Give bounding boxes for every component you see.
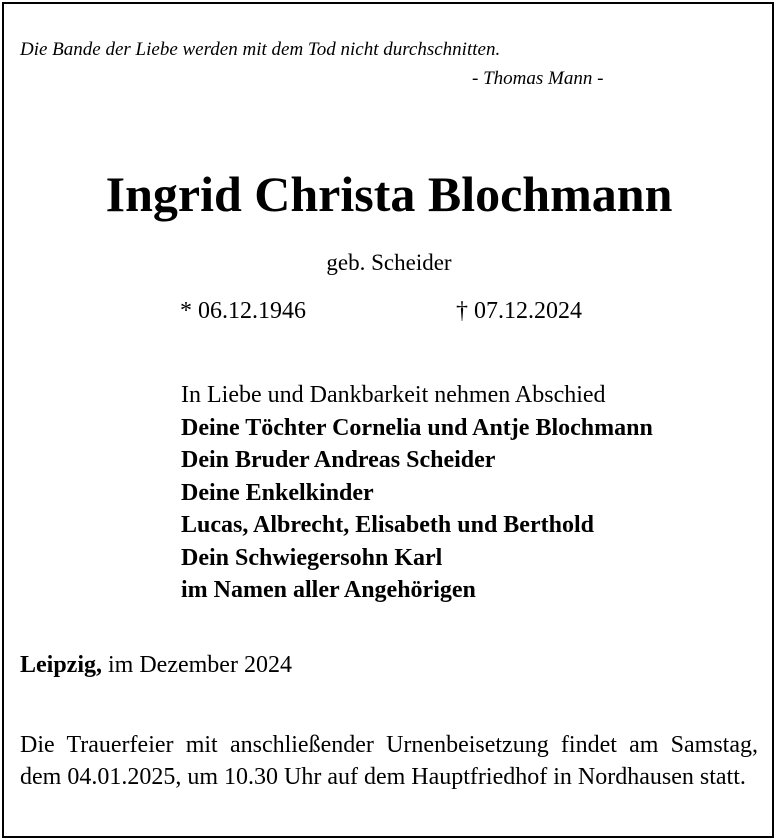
mourner-line: Lucas, Albrecht, Elisabeth und Berthold xyxy=(181,512,594,538)
ceremony-info: Die Trauerfeier mit anschließender Urnenbeisetzung findet am Samstag, dem 04.01.2025, um 10.30 Uhr auf dem Hauptfriedhof in Nordhausen statt. xyxy=(20,732,758,790)
place-city: Leipzig, xyxy=(20,652,102,678)
mourner-line: Dein Bruder Andreas Scheider xyxy=(181,447,496,473)
mourners-block xyxy=(181,379,653,607)
place-date xyxy=(20,650,292,680)
mourner-line: im Namen aller Angehörigen xyxy=(181,577,476,603)
deceased-name: Ingrid Christa Blochmann xyxy=(105,166,673,222)
quote-author: - Thomas Mann - xyxy=(472,68,604,89)
mourners-intro: In Liebe und Dankbarkeit nehmen Abschied xyxy=(181,382,606,408)
birth-date: * 06.12.1946 xyxy=(180,298,306,324)
death-date: † 07.12.2024 xyxy=(456,298,582,324)
mourner-line: Dein Schwiegersohn Karl xyxy=(181,544,443,571)
mourner-line: Deine Enkelkinder xyxy=(181,479,374,506)
quote-text: Die Bande der Liebe werden mit dem Tod nicht durchschnitten. xyxy=(20,39,501,60)
birth-name: geb. Scheider xyxy=(326,250,452,275)
place-date-text: im Dezember 2024 xyxy=(102,652,292,678)
mourner-line: Deine Töchter Cornelia und Antje Blochmann xyxy=(181,414,653,441)
